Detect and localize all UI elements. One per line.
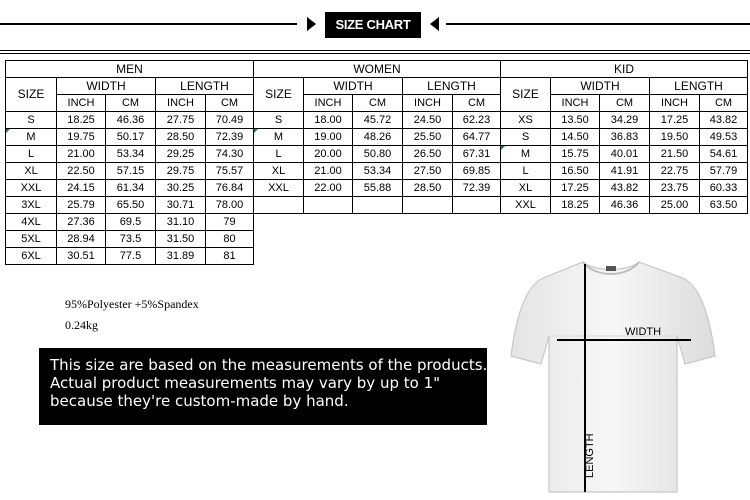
men-width-header: WIDTH xyxy=(57,78,156,95)
value-cell: 25.79 xyxy=(57,197,106,214)
value-cell: 57.79 xyxy=(700,163,748,180)
value-cell: 72.39 xyxy=(206,129,254,146)
value-cell: 24.15 xyxy=(57,180,106,197)
size-cell: XS xyxy=(501,112,551,129)
women-length-cm-header: CM xyxy=(453,95,501,112)
size-cell: 6XL xyxy=(6,248,57,265)
value-cell: 25.50 xyxy=(403,129,453,146)
divider-top xyxy=(0,50,750,51)
size-cell: XL xyxy=(501,180,551,197)
table-row xyxy=(501,146,748,163)
table-row xyxy=(254,112,501,129)
value-cell: 65.50 xyxy=(106,197,156,214)
length-label: LENGTH xyxy=(584,433,596,478)
men-width-cm-header: CM xyxy=(106,95,156,112)
value-cell: 57.15 xyxy=(106,163,156,180)
size-cell: S xyxy=(254,112,304,129)
material-text: 95%Polyester +5%Spandex xyxy=(65,297,199,311)
value-cell: 24.50 xyxy=(403,112,453,129)
value-cell: 21.00 xyxy=(304,163,353,180)
men-width-inch-header: INCH xyxy=(57,95,106,112)
empty-cell xyxy=(403,197,453,214)
value-cell: 18.25 xyxy=(551,197,600,214)
value-cell: 15.75 xyxy=(551,146,600,163)
table-row xyxy=(254,163,501,180)
value-cell: 25.00 xyxy=(650,197,700,214)
table-row xyxy=(501,129,748,146)
kid-width-header: WIDTH xyxy=(551,78,650,95)
table-row xyxy=(6,129,254,146)
table-row xyxy=(501,112,748,129)
value-cell: 19.75 xyxy=(57,129,106,146)
men-size-header: SIZE xyxy=(6,78,57,112)
women-title: WOMEN xyxy=(254,61,501,78)
women-width-cm-header: CM xyxy=(353,95,403,112)
kid-width-cm-header: CM xyxy=(600,95,650,112)
value-cell: 30.71 xyxy=(156,197,206,214)
value-cell: 13.50 xyxy=(551,112,600,129)
value-cell: 21.00 xyxy=(57,146,106,163)
table-row xyxy=(6,214,254,231)
kid-size-table xyxy=(500,60,748,214)
value-cell: 27.36 xyxy=(57,214,106,231)
value-cell: 80 xyxy=(206,231,254,248)
size-cell: 3XL xyxy=(6,197,57,214)
value-cell: 16.50 xyxy=(551,163,600,180)
value-cell: 43.82 xyxy=(600,180,650,197)
value-cell: 41.91 xyxy=(600,163,650,180)
disclaimer-box xyxy=(39,348,487,425)
value-cell: 53.34 xyxy=(106,146,156,163)
size-cell: XXL xyxy=(501,197,551,214)
value-cell: 31.10 xyxy=(156,214,206,231)
size-cell: M xyxy=(501,146,551,163)
header-arrow-right-icon xyxy=(430,17,439,31)
header-rule-left xyxy=(0,23,297,25)
value-cell: 30.51 xyxy=(57,248,106,265)
table-row xyxy=(501,180,748,197)
width-label: WIDTH xyxy=(625,326,662,338)
value-cell: 28.50 xyxy=(156,129,206,146)
kid-length-inch-header: INCH xyxy=(650,95,700,112)
value-cell: 18.00 xyxy=(304,112,353,129)
men-length-inch-header: INCH xyxy=(156,95,206,112)
disclaimer-line: because they're custom-made by hand. xyxy=(50,392,349,410)
value-cell: 31.50 xyxy=(156,231,206,248)
value-cell: 22.00 xyxy=(304,180,353,197)
table-row xyxy=(501,163,748,180)
page-title: SIZE CHART xyxy=(325,12,421,38)
women-length-header: LENGTH xyxy=(403,78,501,95)
value-cell: 28.94 xyxy=(57,231,106,248)
value-cell: 43.82 xyxy=(700,112,748,129)
size-cell: M xyxy=(6,129,57,146)
header-rule-right xyxy=(446,23,750,25)
value-cell: 19.50 xyxy=(650,129,700,146)
value-cell: 30.25 xyxy=(156,180,206,197)
empty-cell xyxy=(353,197,403,214)
size-cell: S xyxy=(6,112,57,129)
empty-cell xyxy=(304,197,353,214)
table-row xyxy=(6,248,254,265)
value-cell: 28.50 xyxy=(403,180,453,197)
value-cell: 19.00 xyxy=(304,129,353,146)
size-cell: L xyxy=(6,146,57,163)
table-row xyxy=(254,129,501,146)
tshirt-diagram xyxy=(505,256,720,496)
value-cell: 49.53 xyxy=(700,129,748,146)
men-title: MEN xyxy=(6,61,254,78)
value-cell: 63.50 xyxy=(700,197,748,214)
value-cell: 69.85 xyxy=(453,163,501,180)
table-row xyxy=(6,112,254,129)
table-row xyxy=(6,180,254,197)
women-width-inch-header: INCH xyxy=(304,95,353,112)
table-row xyxy=(254,180,501,197)
women-size-header: SIZE xyxy=(254,78,304,112)
value-cell: 27.75 xyxy=(156,112,206,129)
value-cell: 64.77 xyxy=(453,129,501,146)
value-cell: 54.61 xyxy=(700,146,748,163)
value-cell: 23.75 xyxy=(650,180,700,197)
value-cell: 62.23 xyxy=(453,112,501,129)
value-cell: 79 xyxy=(206,214,254,231)
value-cell: 69.5 xyxy=(106,214,156,231)
value-cell: 40.01 xyxy=(600,146,650,163)
value-cell: 29.75 xyxy=(156,163,206,180)
value-cell: 72.39 xyxy=(453,180,501,197)
value-cell: 21.50 xyxy=(650,146,700,163)
table-row xyxy=(254,146,501,163)
kid-length-header: LENGTH xyxy=(650,78,748,95)
women-width-header: WIDTH xyxy=(304,78,403,95)
value-cell: 81 xyxy=(206,248,254,265)
size-cell: 4XL xyxy=(6,214,57,231)
size-cell: 5XL xyxy=(6,231,57,248)
header-arrow-left-icon xyxy=(307,17,316,31)
table-row xyxy=(6,146,254,163)
value-cell: 36.83 xyxy=(600,129,650,146)
table-row xyxy=(6,231,254,248)
value-cell: 60.33 xyxy=(700,180,748,197)
value-cell: 17.25 xyxy=(551,180,600,197)
women-length-inch-header: INCH xyxy=(403,95,453,112)
size-cell: L xyxy=(254,146,304,163)
value-cell: 17.25 xyxy=(650,112,700,129)
men-length-cm-header: CM xyxy=(206,95,254,112)
value-cell: 74.30 xyxy=(206,146,254,163)
size-cell: S xyxy=(501,129,551,146)
value-cell: 48.26 xyxy=(353,129,403,146)
value-cell: 70.49 xyxy=(206,112,254,129)
women-size-table xyxy=(253,60,501,214)
table-row xyxy=(501,197,748,214)
value-cell: 22.75 xyxy=(650,163,700,180)
value-cell: 76.84 xyxy=(206,180,254,197)
table-row xyxy=(254,197,501,214)
weight-text: 0.24kg xyxy=(65,318,98,332)
value-cell: 53.34 xyxy=(353,163,403,180)
table-row xyxy=(6,197,254,214)
value-cell: 31.89 xyxy=(156,248,206,265)
value-cell: 26.50 xyxy=(403,146,453,163)
value-cell: 46.36 xyxy=(106,112,156,129)
value-cell: 67.31 xyxy=(453,146,501,163)
value-cell: 77.5 xyxy=(106,248,156,265)
value-cell: 29.25 xyxy=(156,146,206,163)
kid-width-inch-header: INCH xyxy=(551,95,600,112)
size-cell: XL xyxy=(6,163,57,180)
disclaimer-line: Actual product measurements may vary by up to 1" xyxy=(50,374,441,392)
men-size-table xyxy=(5,60,254,265)
value-cell: 50.80 xyxy=(353,146,403,163)
value-cell: 50.17 xyxy=(106,129,156,146)
kid-length-cm-header: CM xyxy=(700,95,748,112)
size-cell: XL xyxy=(254,163,304,180)
value-cell: 78.00 xyxy=(206,197,254,214)
table-row xyxy=(6,163,254,180)
value-cell: 46.36 xyxy=(600,197,650,214)
tshirt-icon xyxy=(505,256,720,496)
value-cell: 27.50 xyxy=(403,163,453,180)
size-cell: M xyxy=(254,129,304,146)
value-cell: 34.29 xyxy=(600,112,650,129)
men-length-header: LENGTH xyxy=(156,78,254,95)
size-cell: XXL xyxy=(254,180,304,197)
size-cell: XXL xyxy=(6,180,57,197)
divider-bottom xyxy=(0,53,750,54)
empty-cell xyxy=(254,197,304,214)
kid-title: KID xyxy=(501,61,748,78)
empty-cell xyxy=(453,197,501,214)
kid-size-header: SIZE xyxy=(501,78,551,112)
disclaimer-line: This size are based on the measurements of the products. xyxy=(50,356,488,374)
value-cell: 45.72 xyxy=(353,112,403,129)
value-cell: 14.50 xyxy=(551,129,600,146)
size-cell: L xyxy=(501,163,551,180)
value-cell: 20.00 xyxy=(304,146,353,163)
value-cell: 61.34 xyxy=(106,180,156,197)
value-cell: 22.50 xyxy=(57,163,106,180)
value-cell: 75.57 xyxy=(206,163,254,180)
value-cell: 18.25 xyxy=(57,112,106,129)
value-cell: 55.88 xyxy=(353,180,403,197)
value-cell: 73.5 xyxy=(106,231,156,248)
